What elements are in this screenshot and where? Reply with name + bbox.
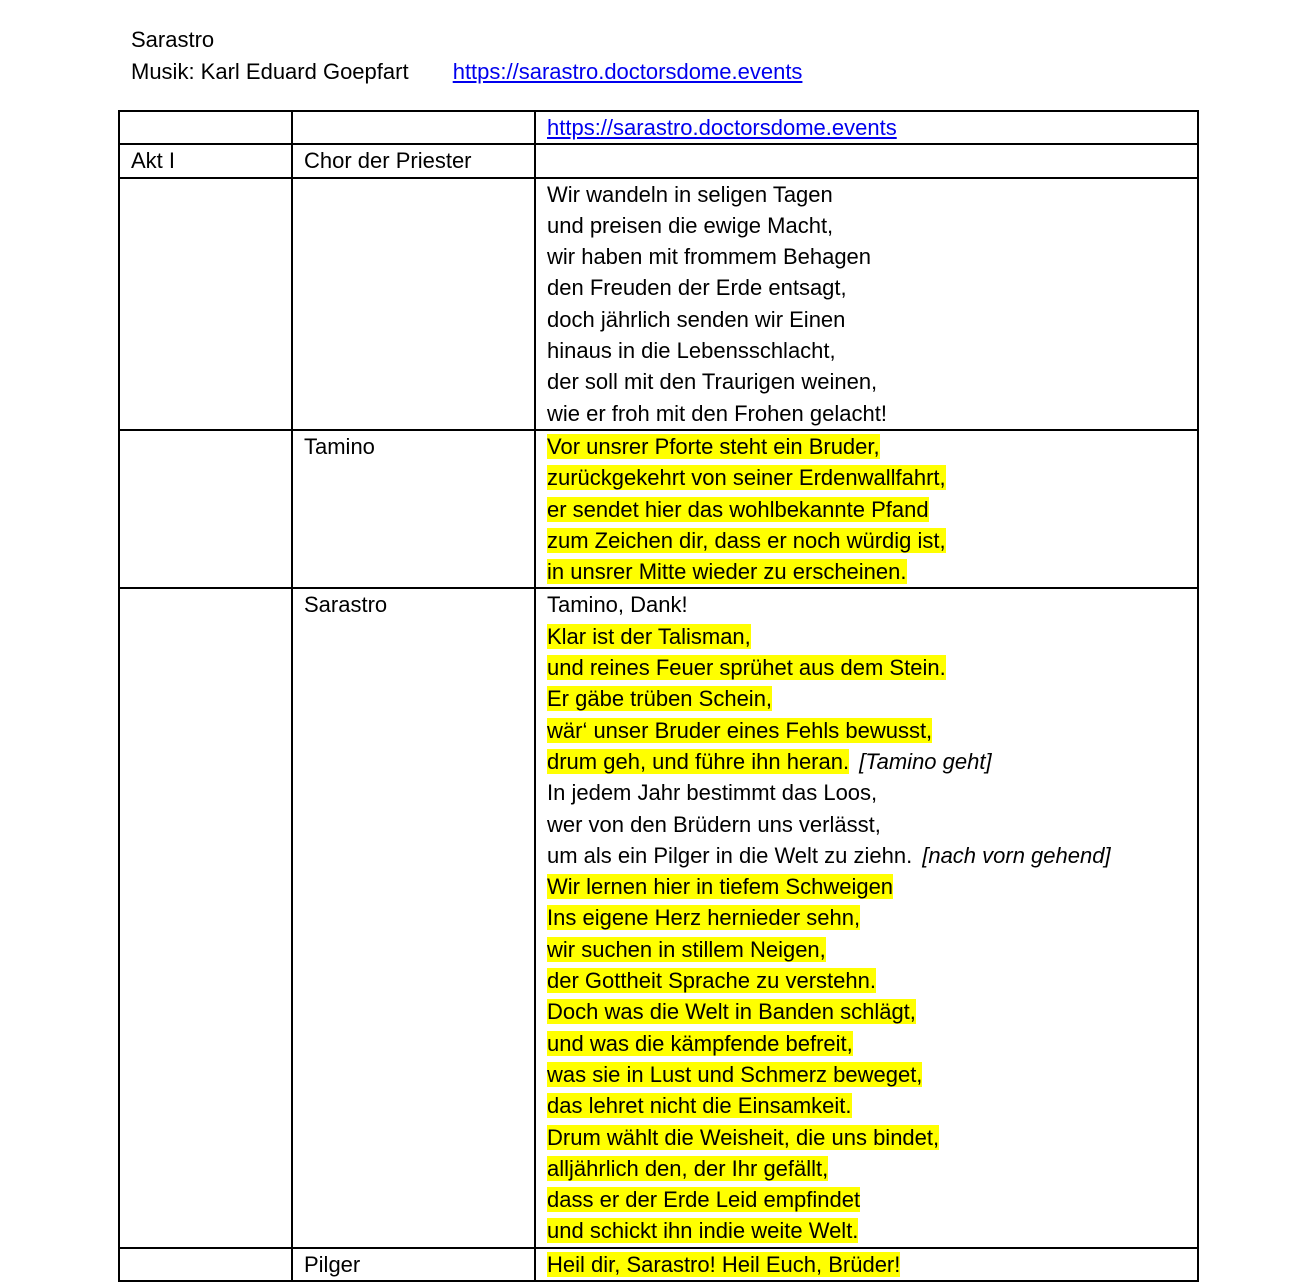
speaker-name: Tamino: [304, 433, 375, 459]
act-cell: [119, 1248, 292, 1281]
lyrics-cell: [535, 178, 1198, 430]
highlighted-text: wir suchen in stillem Neigen,: [547, 936, 826, 962]
highlighted-text: Ins eigene Herz hernieder sehn,: [547, 905, 861, 931]
lyric-line: [547, 871, 1189, 902]
highlighted-text: das lehret nicht die Einsamkeit.: [547, 1093, 852, 1119]
lyric-text: den Freuden der Erde entsagt,: [547, 275, 847, 301]
highlighted-text: Er gäbe trüben Schein,: [547, 686, 773, 712]
lyric-line: [547, 1122, 1189, 1153]
script-table: [118, 110, 1199, 1282]
highlighted-text: Drum wählt die Weisheit, die uns bindet,: [547, 1124, 940, 1150]
lyric-line: [547, 683, 1189, 714]
table-row: [119, 178, 1198, 430]
lyric-line: [547, 210, 1189, 241]
act-cell: [119, 430, 292, 588]
empty-cell: [119, 111, 292, 144]
lyric-line: [547, 304, 1189, 335]
lyric-text: hinaus in die Lebensschlacht,: [547, 338, 836, 364]
speaker-name: Chor der Priester: [304, 148, 472, 174]
highlighted-text: und was die kämpfende befreit,: [547, 1030, 853, 1056]
table-website-link[interactable]: https://sarastro.doctorsdome.events: [547, 115, 897, 140]
lyric-text: wie er froh mit den Frohen gelacht!: [547, 400, 887, 426]
lyric-text: Tamino, Dank!: [547, 592, 688, 618]
lyric-line: [547, 1090, 1189, 1121]
link-cell: [535, 111, 1198, 144]
table-row: [119, 588, 1198, 1247]
lyric-line: [547, 1215, 1189, 1246]
lyric-text: und preisen die ewige Macht,: [547, 212, 834, 238]
speaker-cell: [292, 178, 535, 430]
highlighted-text: zum Zeichen dir, dass er noch würdig ist,: [547, 527, 946, 553]
lyric-line: [547, 996, 1189, 1027]
lyrics-cell: [535, 1248, 1198, 1281]
highlighted-text: Doch was die Welt in Banden schlägt,: [547, 999, 916, 1025]
lyric-line: [547, 1153, 1189, 1184]
table-row: [119, 144, 1198, 177]
table-row: [119, 1248, 1198, 1281]
music-credit: Musik: Karl Eduard Goepfart: [131, 59, 409, 84]
link-row: [119, 111, 1198, 144]
script-table-body: [119, 111, 1198, 1281]
lyric-line: [547, 556, 1189, 587]
lyric-text: der soll mit den Traurigen weinen,: [547, 369, 878, 395]
lyric-text: um als ein Pilger in die Welt zu ziehn.: [547, 842, 913, 868]
lyric-line: [547, 902, 1189, 933]
speaker-name: Pilger: [304, 1251, 361, 1277]
highlighted-text: zurückgekehrt von seiner Erdenwallfahrt,: [547, 465, 946, 491]
lyric-text: Wir wandeln in seligen Tagen: [547, 181, 833, 207]
highlighted-text: Wir lernen hier in tiefem Schweigen: [547, 874, 894, 900]
lyric-line: [547, 431, 1189, 462]
highlighted-text: und reines Feuer sprühet aus dem Stein.: [547, 655, 946, 681]
lyric-line: [547, 335, 1189, 366]
lyric-text: wer von den Brüdern uns verlässt,: [547, 811, 881, 837]
highlighted-text: drum geh, und führe ihn heran.: [547, 748, 850, 774]
act-cell: [119, 144, 292, 177]
speaker-cell: [292, 144, 535, 177]
lyric-line: [547, 462, 1189, 493]
highlighted-text: der Gottheit Sprache zu verstehn.: [547, 968, 876, 994]
lyric-line: [547, 366, 1189, 397]
highlighted-text: er sendet hier das wohlbekannte Pfand: [547, 496, 929, 522]
lyrics-cell: [535, 588, 1198, 1247]
act-label: Akt I: [131, 148, 176, 174]
speaker-cell: [292, 430, 535, 588]
speaker-name: Sarastro: [304, 592, 388, 618]
table-row: [119, 430, 1198, 588]
website-link[interactable]: https://sarastro.doctorsdome.events: [452, 59, 803, 84]
highlighted-text: und schickt ihn indie weite Welt.: [547, 1218, 859, 1244]
act-cell: [119, 178, 292, 430]
lyric-line: [547, 777, 1189, 808]
lyric-line: [547, 809, 1189, 840]
lyric-line: [547, 241, 1189, 272]
highlighted-text: wär‘ unser Bruder eines Fehls bewusst,: [547, 717, 933, 743]
lyric-line: [547, 1184, 1189, 1215]
highlighted-text: Klar ist der Talisman,: [547, 623, 751, 649]
highlighted-text: dass er der Erde Leid empfindet: [547, 1187, 861, 1213]
lyrics-cell: [535, 144, 1198, 177]
speaker-cell: [292, 1248, 535, 1281]
lyric-text: doch jährlich senden wir Einen: [547, 306, 846, 332]
document-header: [131, 24, 802, 88]
lyric-line: [547, 715, 1189, 746]
document-title: Sarastro: [131, 27, 215, 52]
speaker-cell: [292, 588, 535, 1247]
lyric-line: [547, 934, 1189, 965]
lyric-line: [547, 179, 1189, 210]
highlighted-text: was sie in Lust und Schmerz beweget,: [547, 1061, 923, 1087]
lyric-line: [547, 272, 1189, 303]
highlighted-text: alljährlich den, der Ihr gefällt,: [547, 1155, 829, 1181]
credit-row: [131, 56, 802, 88]
lyric-line: [547, 621, 1189, 652]
highlighted-text: Heil dir, Sarastro! Heil Euch, Brüder!: [547, 1251, 901, 1277]
lyric-line: [547, 965, 1189, 996]
highlighted-text: Vor unsrer Pforte steht ein Bruder,: [547, 433, 880, 459]
lyric-line: [547, 746, 1189, 777]
lyric-line: [547, 652, 1189, 683]
lyric-line: [547, 398, 1189, 429]
stage-direction: [Tamino geht]: [859, 748, 992, 774]
lyric-line: [547, 1249, 1189, 1280]
lyrics-cell: [535, 430, 1198, 588]
lyric-line: [547, 589, 1189, 620]
lyric-line: [547, 1059, 1189, 1090]
stage-direction: [nach vorn gehend]: [922, 842, 1111, 868]
lyric-line: [547, 840, 1189, 871]
lyric-text: In jedem Jahr bestimmt das Loos,: [547, 780, 878, 806]
lyric-line: [547, 494, 1189, 525]
lyric-line: [547, 1028, 1189, 1059]
act-cell: [119, 588, 292, 1247]
highlighted-text: in unsrer Mitte wieder zu erscheinen.: [547, 559, 907, 585]
empty-cell: [292, 111, 535, 144]
lyric-text: wir haben mit frommem Behagen: [547, 244, 872, 270]
lyric-line: [547, 525, 1189, 556]
